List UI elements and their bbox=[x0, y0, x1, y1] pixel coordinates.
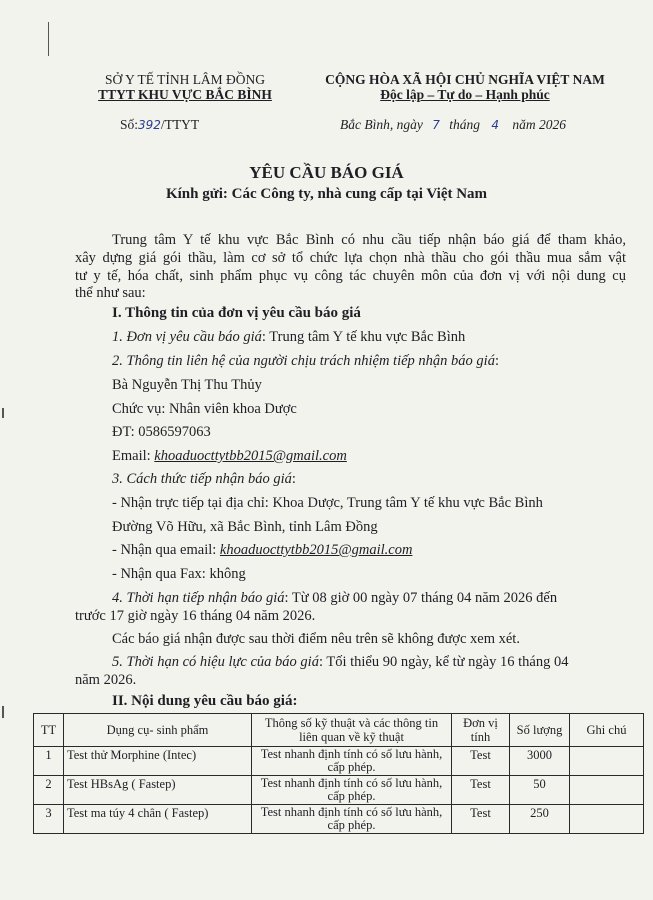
column-header-spec: Thông số kỹ thuật và các thông tin liên quan về kỹ thuật bbox=[252, 714, 452, 747]
table-row bbox=[34, 776, 644, 805]
column-header-qty: Số lượng bbox=[510, 714, 570, 747]
handwritten-day: 7 bbox=[432, 118, 440, 132]
email-link[interactable]: khoaduocttytbb2015@gmail.com bbox=[154, 448, 347, 464]
column-header-product: Dụng cụ- sinh phẩm bbox=[64, 714, 252, 747]
table-header-row bbox=[34, 714, 644, 747]
document-title: YÊU CẦU BÁO GIÁ bbox=[249, 163, 404, 182]
contact-phone: ĐT: 0586597063 bbox=[112, 424, 211, 440]
table-row bbox=[34, 747, 644, 776]
contact-email: Email: khoaduocttytbb2015@gmail.com bbox=[112, 448, 347, 464]
direct-address-line: - Nhận trực tiếp tại địa chỉ: Khoa Dược, Trung tâm Y tế khu vực Bắc Bình bbox=[112, 495, 543, 511]
recipient-line: Kính gửi: Các Công ty, nhà cung cấp tại Việt Nam bbox=[165, 186, 488, 202]
scan-mark bbox=[2, 706, 4, 718]
cell-spec: Test nhanh định tính có số lưu hành, cấp phép. bbox=[252, 805, 452, 834]
requesting-unit: 1. Đơn vị yêu cầu báo giá: Trung tâm Y tế khu vực Bắc Bình bbox=[112, 329, 466, 345]
cell-unit: Test bbox=[452, 776, 510, 805]
receive-fax: - Nhận qua Fax: không bbox=[112, 566, 246, 582]
validity-line-2: năm 2026. bbox=[75, 672, 137, 688]
late-quote-note: Các báo giá nhận được sau thời điểm nêu trên sẽ không được xem xét. bbox=[112, 631, 520, 647]
column-header-unit: Đơn vị tính bbox=[452, 714, 510, 747]
cell-spec: Test nhanh định tính có số lưu hành, cấp phép. bbox=[252, 747, 452, 776]
cell-qty: 250 bbox=[510, 805, 570, 834]
intro-line: tư y tế, hóa chất, sinh phẩm phục vụ công tác chuyên môn của đơn vị với nội dung cụ bbox=[75, 268, 626, 284]
document-date: Bắc Bình, ngày 7 tháng 4 năm 2026 bbox=[340, 117, 567, 132]
items-table bbox=[33, 713, 644, 834]
table-row bbox=[34, 805, 644, 834]
cell-note bbox=[570, 805, 644, 834]
contact-name: Bà Nguyễn Thị Thu Thủy bbox=[112, 377, 262, 393]
cell-stt: 1 bbox=[34, 747, 64, 776]
cell-unit: Test bbox=[452, 747, 510, 776]
document-number: Số:392/TTYT bbox=[120, 117, 200, 132]
scan-mark bbox=[48, 22, 49, 56]
validity-line: 5. Thời hạn có hiệu lực của báo giá: Tối thiểu 90 ngày, kể từ ngày 16 tháng 04 bbox=[112, 654, 569, 670]
cell-spec: Test nhanh định tính có số lưu hành, cấp phép. bbox=[252, 776, 452, 805]
cell-note bbox=[570, 776, 644, 805]
cell-stt: 3 bbox=[34, 805, 64, 834]
cell-unit: Test bbox=[452, 805, 510, 834]
receive-method-label: 3. Cách thức tiếp nhận báo giá: bbox=[112, 471, 296, 487]
column-header-note: Ghi chú bbox=[570, 714, 644, 747]
handwritten-number: 392 bbox=[138, 118, 161, 132]
section-1-heading: I. Thông tin của đơn vị yêu cầu báo giá bbox=[112, 305, 361, 321]
cell-product: Test thử Morphine (Intec) bbox=[64, 747, 252, 776]
ministry-name: SỞ Y TẾ TỈNH LÂM ĐỒNG bbox=[104, 72, 266, 87]
section-2-heading: II. Nội dung yêu cầu báo giá: bbox=[112, 693, 298, 709]
republic-name: CỘNG HÒA XÃ HỘI CHỦ NGHĨA VIỆT NAM bbox=[325, 72, 605, 87]
contact-info-label: 2. Thông tin liên hệ của người chịu trách nhiệm tiếp nhận báo giá: bbox=[112, 353, 499, 369]
center-name: TTYT KHU VỰC BẮC BÌNH bbox=[98, 87, 272, 102]
cell-product: Test HBsAg ( Fastep) bbox=[64, 776, 252, 805]
intro-line: thể như sau: bbox=[75, 285, 146, 301]
email-link[interactable]: khoaduocttytbb2015@gmail.com bbox=[219, 542, 413, 558]
handwritten-month: 4 bbox=[491, 118, 500, 132]
intro-line: xây dựng giá gói thầu, làm cơ sở tổ chức lựa chọn nhà thầu cho gói thầu mua sắm vật bbox=[75, 250, 626, 266]
column-header-stt: TT bbox=[34, 714, 64, 747]
cell-stt: 2 bbox=[34, 776, 64, 805]
deadline-line: 4. Thời hạn tiếp nhận báo giá: Từ 08 giờ 00 ngày 07 tháng 04 năm 2026 đến bbox=[112, 590, 558, 606]
scan-mark bbox=[2, 408, 4, 418]
contact-position: Chức vụ: Nhân viên khoa Dược bbox=[112, 401, 297, 417]
direct-address-line: Đường Võ Hữu, xã Bắc Bình, tỉnh Lâm Đồng bbox=[112, 519, 378, 535]
cell-qty: 3000 bbox=[510, 747, 570, 776]
intro-line: Trung tâm Y tế khu vực Bắc Bình có nhu cầu tiếp nhận báo giá để tham khảo, bbox=[112, 232, 626, 248]
national-motto: Độc lập – Tự do – Hạnh phúc bbox=[380, 87, 550, 102]
deadline-line-2: trước 17 giờ ngày 16 tháng 04 năm 2026. bbox=[75, 608, 316, 624]
cell-qty: 50 bbox=[510, 776, 570, 805]
receive-email: - Nhận qua email: khoaduocttytbb2015@gmail.com bbox=[112, 542, 413, 558]
cell-note bbox=[570, 747, 644, 776]
cell-product: Test ma túy 4 chân ( Fastep) bbox=[64, 805, 252, 834]
